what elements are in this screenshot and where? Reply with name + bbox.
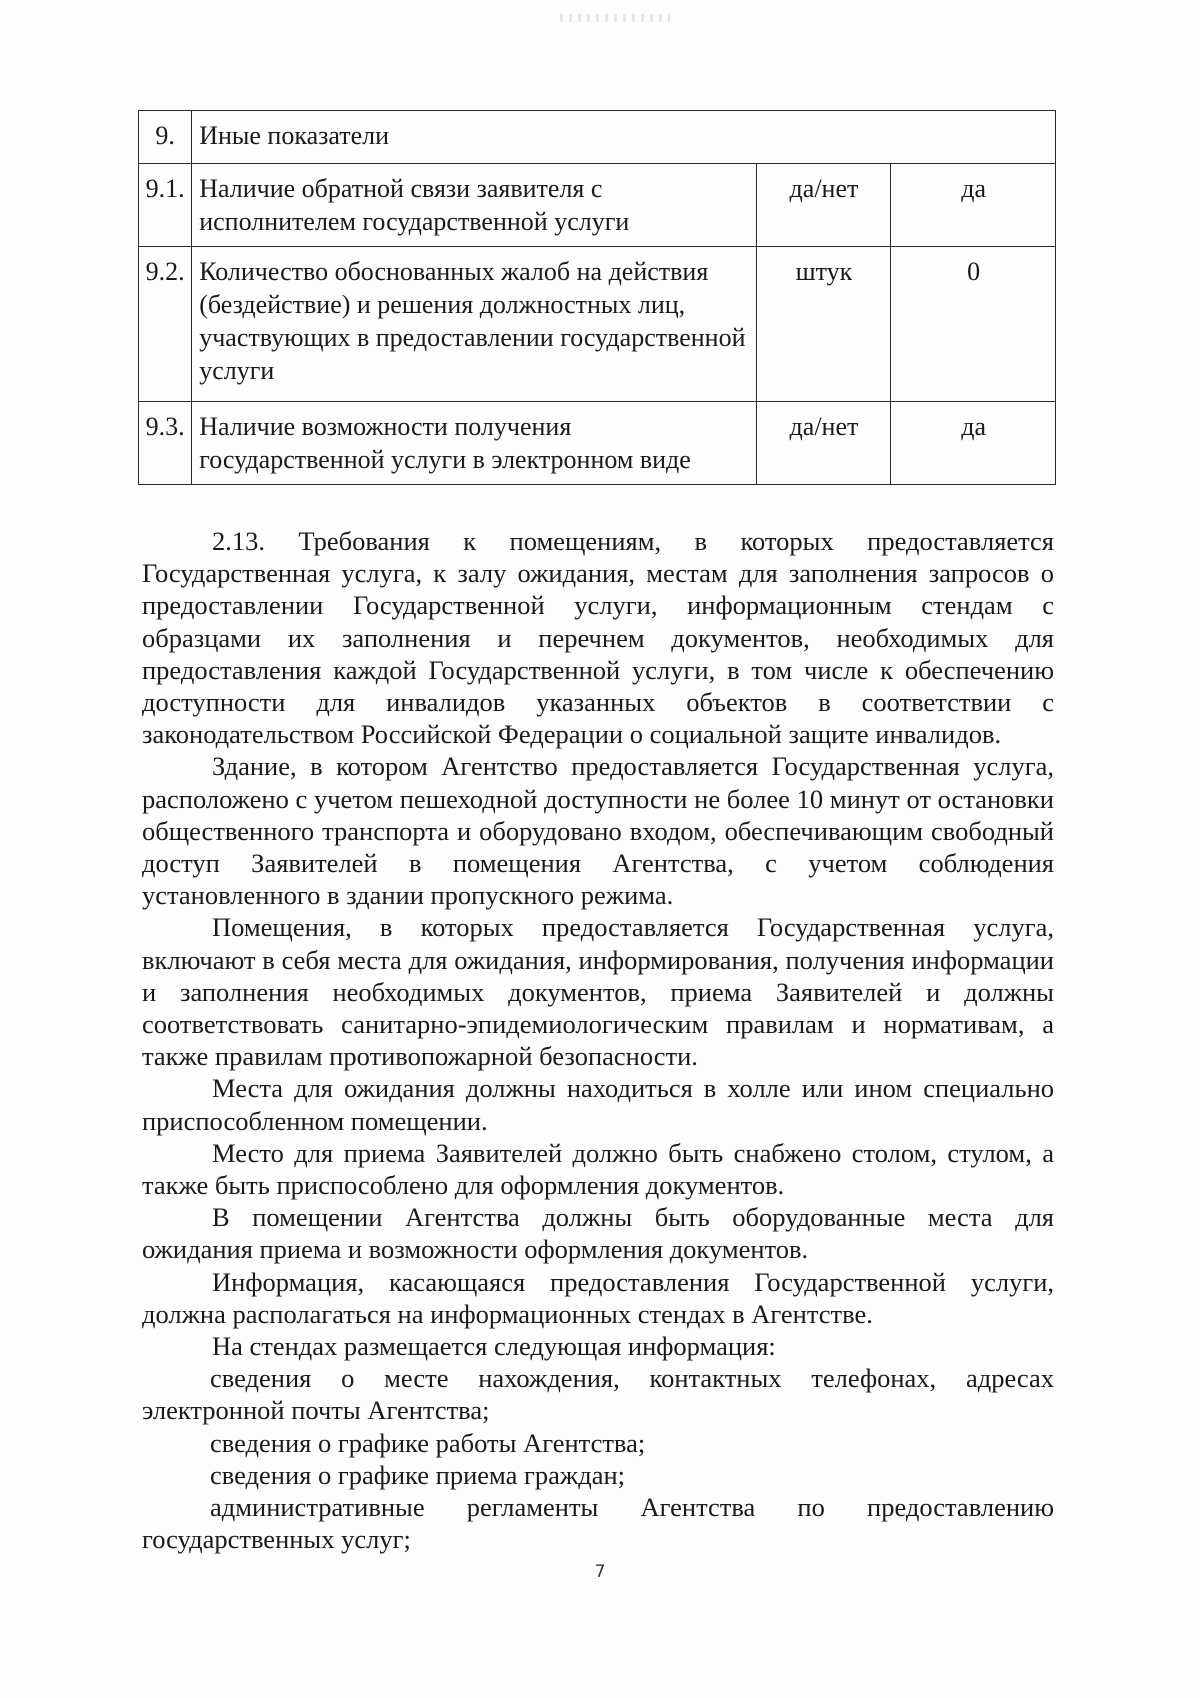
list-item: административные регламенты Агентства по предоставлению государственных услуг; <box>142 1492 1054 1555</box>
paragraph: Места для ожидания должны находиться в холле или ином специально приспособленном помещении. <box>142 1073 1054 1136</box>
table-row <box>139 111 1056 164</box>
table-cell-value: 0 <box>891 247 1056 402</box>
table-row <box>139 402 1056 485</box>
list-item: сведения о графике приема граждан; <box>210 1459 625 1490</box>
document-body <box>142 525 1054 1556</box>
table-cell-description: Наличие обратной связи заявителя с исполнителем государственной услуги <box>192 164 756 247</box>
table-cell-unit: да/нет <box>756 164 891 247</box>
table-cell-number: 9. <box>139 111 192 164</box>
table-cell-number: 9.1. <box>139 164 192 247</box>
indicators-table <box>138 110 1056 485</box>
table-cell-description: Наличие возможности получения государственной услуги в электронном виде <box>192 402 756 485</box>
paragraph: Помещения, в которых предоставляется Государственная услуга, включают в себя места для ожидания, информирования, получения информации и заполнения необходимых документов, приема Заявителей и должны соответствовать санитарно-эпидемиологическим правилам и нормативам, а также правилам противопожарной безопасности. <box>142 912 1054 1072</box>
scan-artifact <box>560 14 670 22</box>
paragraph: В помещении Агентства должны быть оборудованные места для ожидания приема и возможности оформления документов. <box>142 1202 1054 1265</box>
paragraph: На стендах размещается следующая информация: <box>212 1331 776 1362</box>
table-cell-section-title: Иные показатели <box>192 111 1056 164</box>
table-cell-number: 9.3. <box>139 402 192 485</box>
table-cell-value: да <box>891 164 1056 247</box>
table-cell-value: да <box>891 402 1056 485</box>
table-row <box>139 164 1056 247</box>
list-item: сведения о месте нахождения, контактных телефонах, адресах электронной почты Агентства; <box>142 1363 1054 1426</box>
paragraph: Место для приема Заявителей должно быть снабжено столом, стулом, а также быть приспособлено для оформления документов. <box>142 1137 1054 1201</box>
table-row <box>139 247 1056 402</box>
paragraph: 2.13. Требования к помещениям, в которых предоставляется Государственная услуга, к залу ожидания, местам для заполнения запросов о предоставлении Государственной услуги, информационным стендам с образцами их заполнения и перечнем документов, необходимых для предоставления каждой Государственной услуги, в том числе к обеспечению доступности для инвалидов указанных объектов в соответствии с законодательством Российской Федерации о социальной защите инвалидов. <box>142 526 1054 750</box>
paragraph: Информация, касающаяся предоставления Государственной услуги, должна располагаться на информационных стендах в Агентстве. <box>142 1266 1054 1329</box>
table-cell-description: Количество обоснованных жалоб на действия (бездействие) и решения должностных лиц, участвующих в предоставлении государственной услуги <box>192 247 756 402</box>
page-number: 7 <box>594 1562 606 1582</box>
list-item: сведения о графике работы Агентства; <box>210 1427 646 1458</box>
paragraph: Здание, в котором Агентство предоставляется Государственная услуга, расположено с учетом пешеходной доступности не более 10 минут от остановки общественного транспорта и оборудовано входом, обеспечивающим свободный доступ Заявителей в помещения Агентства, с учетом соблюдения установленного в здании пропускного режима. <box>142 751 1054 911</box>
table-cell-unit: штук <box>756 247 891 402</box>
table-cell-unit: да/нет <box>756 402 891 485</box>
table-cell-number: 9.2. <box>139 247 192 402</box>
